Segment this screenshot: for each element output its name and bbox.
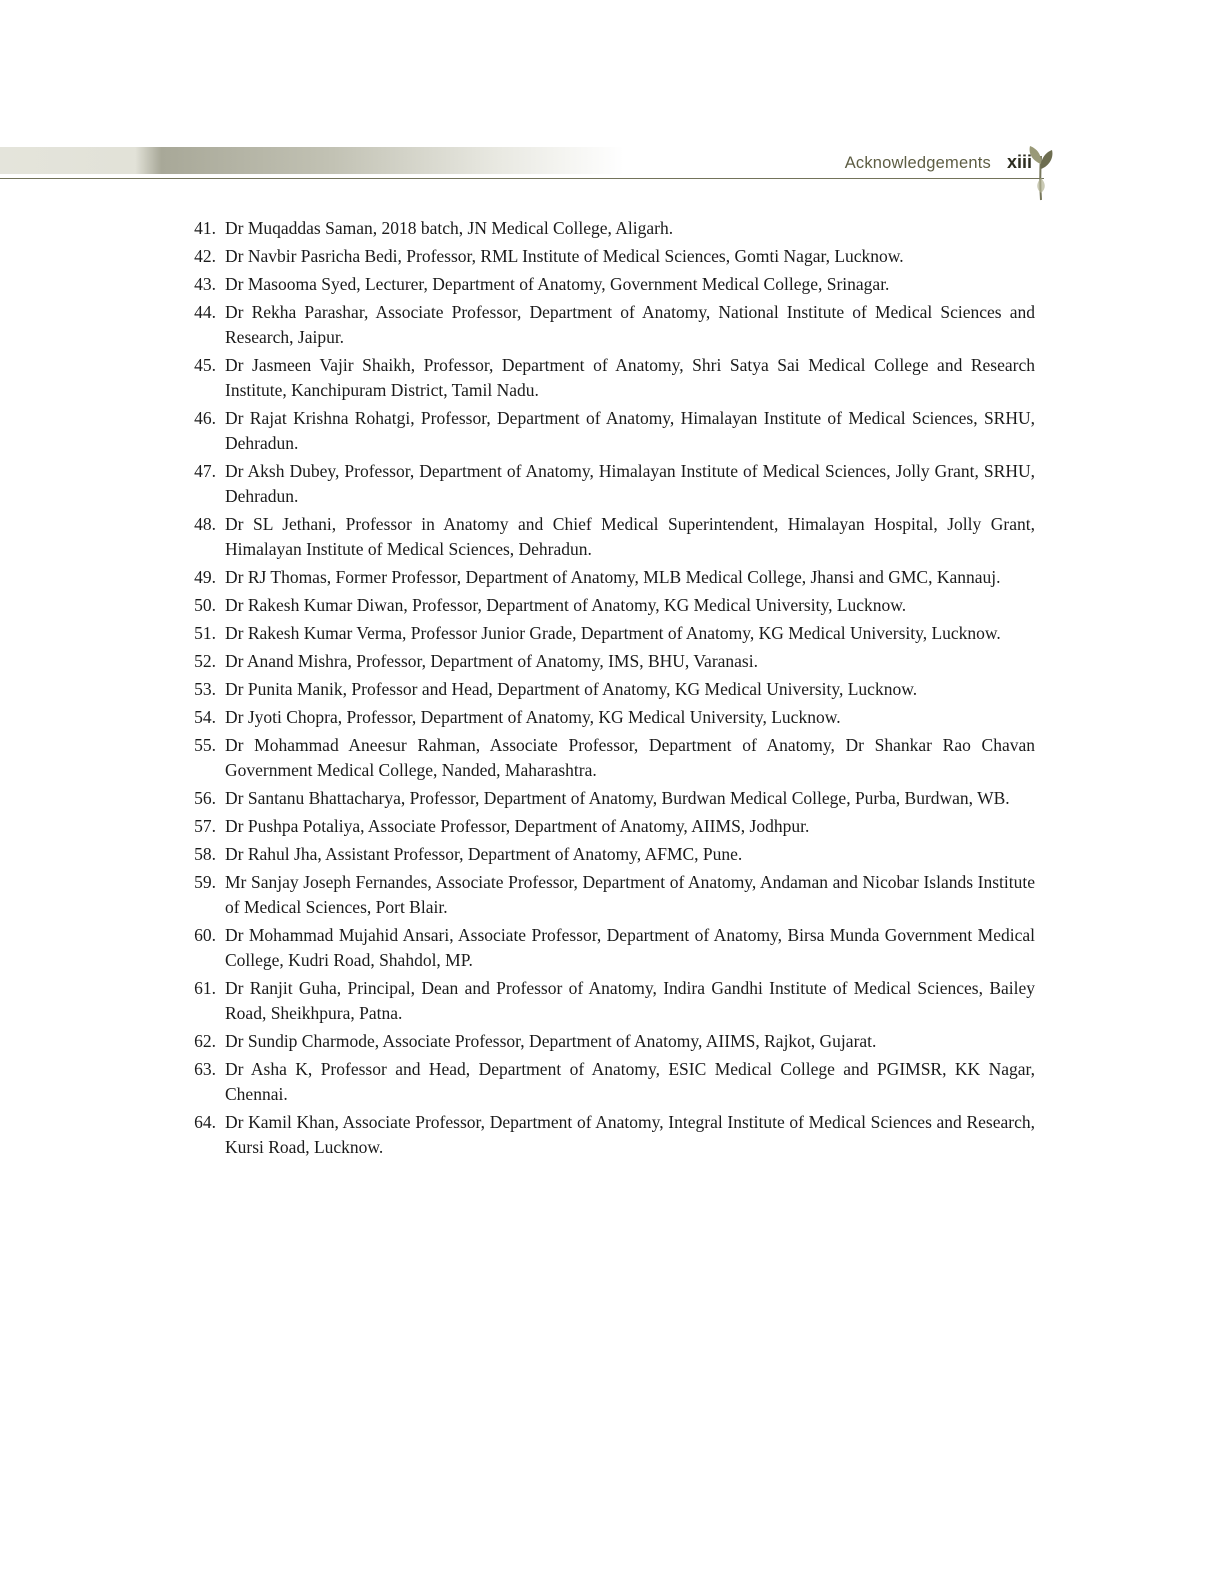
entry-text: Dr Aksh Dubey, Professor, Department of Anatomy, Himalayan Institute of Medical Sciences, Jolly Grant, SRHU, Dehradun. [225, 461, 1035, 506]
entry-number: 58. [194, 844, 216, 864]
list-item [183, 677, 1035, 702]
list-item [183, 244, 1035, 269]
entry-text: Dr Rekha Parashar, Associate Professor, Department of Anatomy, National Institute of Medical Sciences and Research, Jaipur. [225, 302, 1035, 347]
entry-number: 48. [194, 514, 216, 534]
page-number: xiii [1006, 152, 1032, 172]
list-item [183, 353, 1035, 403]
entry-text: Dr Punita Manik, Professor and Head, Department of Anatomy, KG Medical University, Lucknow. [225, 679, 918, 699]
entry-number: 64. [194, 1112, 216, 1132]
sprout-leaf-icon [1021, 144, 1061, 202]
list-item [183, 649, 1035, 674]
list-item [183, 842, 1035, 867]
list-item [183, 870, 1035, 920]
entry-text: Dr Mohammad Aneesur Rahman, Associate Professor, Department of Anatomy, Dr Shankar Rao Chavan Government Medical College, Nanded, Maharashtra. [225, 735, 1035, 780]
entry-text: Dr Rakesh Kumar Verma, Professor Junior Grade, Department of Anatomy, KG Medical University, Lucknow. [225, 623, 1001, 643]
entry-number: 56. [194, 788, 216, 808]
list-item [183, 814, 1035, 839]
list-item [183, 459, 1035, 509]
entry-number: 44. [194, 302, 216, 322]
entry-number: 41. [194, 218, 216, 238]
list-item [183, 565, 1035, 590]
list-item [183, 593, 1035, 618]
entry-text: Dr Rajat Krishna Rohatgi, Professor, Department of Anatomy, Himalayan Institute of Medical Sciences, SRHU, Dehradun. [225, 408, 1035, 453]
entry-text: Dr Ranjit Guha, Principal, Dean and Professor of Anatomy, Indira Gandhi Institute of Medical Sciences, Bailey Road, Sheikhpura, Patna. [225, 978, 1035, 1023]
entry-text: Dr Masooma Syed, Lecturer, Department of Anatomy, Government Medical College, Srinagar. [225, 274, 890, 294]
entry-text: Dr Rahul Jha, Assistant Professor, Department of Anatomy, AFMC, Pune. [225, 844, 743, 864]
entry-text: Dr Muqaddas Saman, 2018 batch, JN Medical College, Aligarh. [225, 218, 674, 238]
entry-number: 61. [194, 978, 216, 998]
entry-number: 51. [194, 623, 216, 643]
list-item [183, 406, 1035, 456]
entry-text: Dr Jasmeen Vajir Shaikh, Professor, Department of Anatomy, Shri Satya Sai Medical College and Research Institute, Kanchipuram District, Tamil Nadu. [225, 355, 1035, 400]
list-item [183, 733, 1035, 783]
page-header [0, 152, 1032, 173]
list-item [183, 786, 1035, 811]
list-item [183, 923, 1035, 973]
entry-text: Dr Pushpa Potaliya, Associate Professor, Department of Anatomy, AIIMS, Jodhpur. [225, 816, 810, 836]
list-item [183, 216, 1035, 241]
list-item [183, 1110, 1035, 1160]
entry-number: 54. [194, 707, 216, 727]
entry-number: 46. [194, 408, 216, 428]
entry-number: 53. [194, 679, 216, 699]
entry-text: Dr Sundip Charmode, Associate Professor, Department of Anatomy, AIIMS, Rajkot, Gujarat. [225, 1031, 877, 1051]
entry-number: 42. [194, 246, 216, 266]
list-item [183, 705, 1035, 730]
entry-number: 43. [194, 274, 216, 294]
entry-number: 45. [194, 355, 216, 375]
header-title: Acknowledgements [844, 154, 991, 172]
acknowledgements-list [183, 216, 1035, 1163]
entry-text: Dr SL Jethani, Professor in Anatomy and Chief Medical Superintendent, Himalayan Hospital, Jolly Grant, Himalayan Institute of Medical Sciences, Dehradun. [225, 514, 1035, 559]
list-item [183, 300, 1035, 350]
header-rule [0, 178, 1044, 179]
entry-text: Dr Kamil Khan, Associate Professor, Department of Anatomy, Integral Institute of Medical Sciences and Research, Kursi Road, Lucknow. [225, 1112, 1035, 1157]
entry-number: 49. [194, 567, 216, 587]
list-item [183, 1029, 1035, 1054]
entry-text: Dr Santanu Bhattacharya, Professor, Department of Anatomy, Burdwan Medical College, Purba, Burdwan, WB. [225, 788, 1010, 808]
entry-number: 52. [194, 651, 216, 671]
entry-number: 57. [194, 816, 216, 836]
entry-number: 59. [194, 872, 216, 892]
entry-number: 62. [194, 1031, 216, 1051]
entry-number: 47. [194, 461, 216, 481]
entry-number: 63. [194, 1059, 216, 1079]
list-item [183, 512, 1035, 562]
entry-text: Dr Rakesh Kumar Diwan, Professor, Department of Anatomy, KG Medical University, Lucknow. [225, 595, 907, 615]
list-item [183, 976, 1035, 1026]
entry-text: Dr Mohammad Mujahid Ansari, Associate Professor, Department of Anatomy, Birsa Munda Government Medical College, Kudri Road, Shahdol, MP. [225, 925, 1035, 970]
list-item [183, 272, 1035, 297]
entry-number: 50. [194, 595, 216, 615]
entry-text: Mr Sanjay Joseph Fernandes, Associate Professor, Department of Anatomy, Andaman and Nicobar Islands Institute of Medical Sciences, Port Blair. [225, 872, 1035, 917]
entry-text: Dr Asha K, Professor and Head, Department of Anatomy, ESIC Medical College and PGIMSR, KK Nagar, Chennai. [225, 1059, 1035, 1104]
entry-text: Dr RJ Thomas, Former Professor, Department of Anatomy, MLB Medical College, Jhansi and GMC, Kannauj. [225, 567, 1001, 587]
entry-number: 60. [194, 925, 216, 945]
entry-text: Dr Anand Mishra, Professor, Department of Anatomy, IMS, BHU, Varanasi. [225, 651, 758, 671]
entry-text: Dr Jyoti Chopra, Professor, Department of Anatomy, KG Medical University, Lucknow. [225, 707, 841, 727]
entry-text: Dr Navbir Pasricha Bedi, Professor, RML Institute of Medical Sciences, Gomti Nagar, Lucknow. [225, 246, 904, 266]
list-item [183, 621, 1035, 646]
list-item [183, 1057, 1035, 1107]
entry-number: 55. [194, 735, 216, 755]
